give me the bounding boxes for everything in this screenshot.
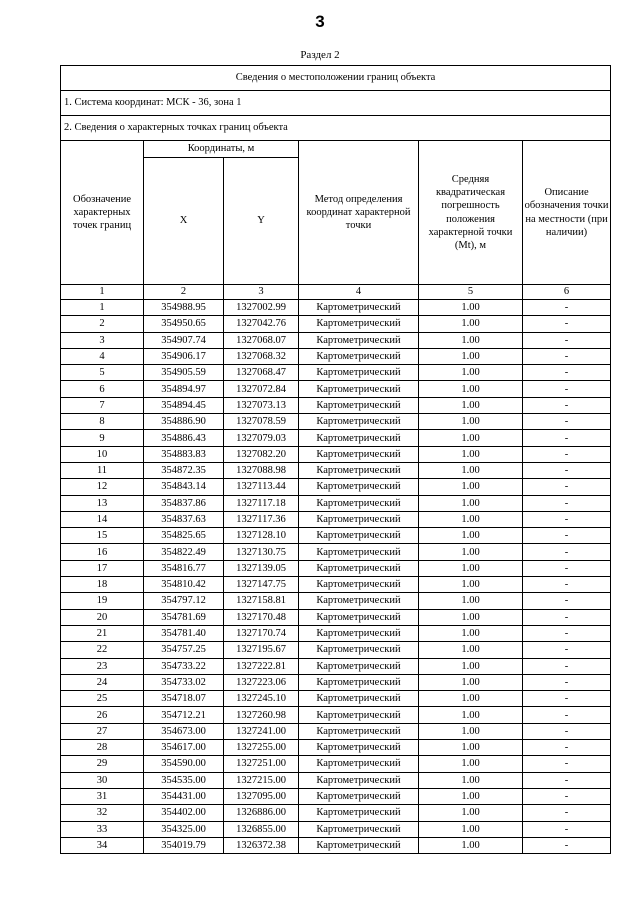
cell-coord-y: 1327255.00 [224, 740, 299, 756]
cell-point-number: 26 [61, 707, 144, 723]
cell-coord-y: 1326886.00 [224, 805, 299, 821]
cell-description: - [523, 511, 611, 527]
cell-method: Картометрический [299, 837, 419, 853]
cell-coord-y: 1327130.75 [224, 544, 299, 560]
cell-coord-x: 354617.00 [144, 740, 224, 756]
cell-coord-x: 354718.07 [144, 691, 224, 707]
cell-coord-x: 354733.22 [144, 658, 224, 674]
cell-coord-y: 1327113.44 [224, 479, 299, 495]
cell-error: 1.00 [419, 511, 523, 527]
cell-description: - [523, 707, 611, 723]
section-title: Раздел 2 [300, 49, 340, 61]
cell-error: 1.00 [419, 316, 523, 332]
cell-point-number: 18 [61, 577, 144, 593]
cell-error: 1.00 [419, 723, 523, 739]
cell-point-number: 27 [61, 723, 144, 739]
table-row [61, 837, 611, 853]
table-row [61, 723, 611, 739]
boundary-table [60, 65, 611, 854]
cell-method: Картометрический [299, 642, 419, 658]
cell-description: - [523, 658, 611, 674]
cell-point-number: 33 [61, 821, 144, 837]
cell-description: - [523, 625, 611, 641]
cell-coord-y: 1327073.13 [224, 397, 299, 413]
cell-description: - [523, 348, 611, 364]
cell-description: - [523, 593, 611, 609]
cell-error: 1.00 [419, 430, 523, 446]
cell-method: Картометрический [299, 593, 419, 609]
cell-coord-y: 1327088.98 [224, 462, 299, 478]
cell-error: 1.00 [419, 528, 523, 544]
cell-coord-x: 354712.21 [144, 707, 224, 723]
cell-coord-y: 1327170.74 [224, 625, 299, 641]
table-row [61, 446, 611, 462]
cell-coord-y: 1327215.00 [224, 772, 299, 788]
cell-method: Картометрический [299, 577, 419, 593]
cell-coord-y: 1327082.20 [224, 446, 299, 462]
cell-description: - [523, 577, 611, 593]
cell-coord-x: 354757.25 [144, 642, 224, 658]
table-row [61, 593, 611, 609]
cell-error: 1.00 [419, 609, 523, 625]
cell-coord-y: 1327068.32 [224, 348, 299, 364]
header-y: Y [224, 158, 299, 285]
table-row [61, 495, 611, 511]
cell-method: Картометрический [299, 495, 419, 511]
cell-coord-y: 1327002.99 [224, 300, 299, 316]
cell-coord-x: 354535.00 [144, 772, 224, 788]
cell-description: - [523, 740, 611, 756]
cell-description: - [523, 691, 611, 707]
cell-coord-y: 1327095.00 [224, 788, 299, 804]
table-row [61, 691, 611, 707]
cell-error: 1.00 [419, 756, 523, 772]
cell-coord-y: 1327195.67 [224, 642, 299, 658]
cell-description: - [523, 788, 611, 804]
cell-description: - [523, 430, 611, 446]
table-row [61, 544, 611, 560]
cell-point-number: 10 [61, 446, 144, 462]
column-number: 3 [224, 285, 299, 300]
cell-description: - [523, 462, 611, 478]
header-description: Описание обозначения точки на местности (при наличии) [523, 141, 611, 285]
cell-error: 1.00 [419, 625, 523, 641]
cell-coord-y: 1327251.00 [224, 756, 299, 772]
cell-description: - [523, 772, 611, 788]
cell-method: Картометрический [299, 691, 419, 707]
cell-point-number: 21 [61, 625, 144, 641]
cell-coord-x: 354894.97 [144, 381, 224, 397]
cell-coord-x: 354810.42 [144, 577, 224, 593]
cell-error: 1.00 [419, 658, 523, 674]
cell-coord-x: 354590.00 [144, 756, 224, 772]
cell-coord-x: 354431.00 [144, 788, 224, 804]
cell-point-number: 5 [61, 365, 144, 381]
cell-description: - [523, 365, 611, 381]
cell-error: 1.00 [419, 740, 523, 756]
cell-error: 1.00 [419, 821, 523, 837]
table-row [61, 300, 611, 316]
table-row [61, 642, 611, 658]
cell-coord-x: 354950.65 [144, 316, 224, 332]
cell-coord-x: 354019.79 [144, 837, 224, 853]
cell-coord-y: 1327170.48 [224, 609, 299, 625]
table-row [61, 740, 611, 756]
cell-description: - [523, 723, 611, 739]
cell-error: 1.00 [419, 772, 523, 788]
cell-description: - [523, 479, 611, 495]
table-row [61, 560, 611, 576]
table-row [61, 430, 611, 446]
cell-error: 1.00 [419, 479, 523, 495]
cell-method: Картометрический [299, 788, 419, 804]
cell-coord-x: 354733.02 [144, 674, 224, 690]
cell-description: - [523, 674, 611, 690]
cell-description: - [523, 560, 611, 576]
header-method: Метод определения координат характерной точки [299, 141, 419, 285]
cell-error: 1.00 [419, 495, 523, 511]
cell-coord-y: 1327241.00 [224, 723, 299, 739]
cell-description: - [523, 837, 611, 853]
cell-coord-x: 354843.14 [144, 479, 224, 495]
cell-description: - [523, 381, 611, 397]
cell-coord-y: 1327042.76 [224, 316, 299, 332]
cell-method: Картометрический [299, 332, 419, 348]
table-row [61, 332, 611, 348]
cell-point-number: 20 [61, 609, 144, 625]
cell-point-number: 17 [61, 560, 144, 576]
cell-point-number: 15 [61, 528, 144, 544]
cell-description: - [523, 528, 611, 544]
cell-point-number: 7 [61, 397, 144, 413]
cell-method: Картометрический [299, 397, 419, 413]
table-row [61, 788, 611, 804]
cell-coord-y: 1327139.05 [224, 560, 299, 576]
cell-method: Картометрический [299, 658, 419, 674]
table-row [61, 365, 611, 381]
cell-method: Картометрический [299, 528, 419, 544]
header-point: Обозначение характерных точек границ [61, 141, 144, 285]
cell-coord-x: 354906.17 [144, 348, 224, 364]
table-row [61, 772, 611, 788]
cell-coord-x: 354781.69 [144, 609, 224, 625]
cell-method: Картометрический [299, 609, 419, 625]
cell-coord-y: 1327068.47 [224, 365, 299, 381]
cell-coord-y: 1327158.81 [224, 593, 299, 609]
cell-point-number: 22 [61, 642, 144, 658]
cell-error: 1.00 [419, 642, 523, 658]
cell-error: 1.00 [419, 381, 523, 397]
cell-coord-y: 1327128.10 [224, 528, 299, 544]
cell-method: Картометрический [299, 740, 419, 756]
cell-point-number: 32 [61, 805, 144, 821]
cell-method: Картометрический [299, 772, 419, 788]
cell-error: 1.00 [419, 544, 523, 560]
cell-coord-y: 1327117.36 [224, 511, 299, 527]
table-row [61, 756, 611, 772]
cell-point-number: 16 [61, 544, 144, 560]
cell-error: 1.00 [419, 593, 523, 609]
cell-coord-y: 1326855.00 [224, 821, 299, 837]
cell-method: Картометрический [299, 511, 419, 527]
cell-method: Картометрический [299, 560, 419, 576]
cell-point-number: 4 [61, 348, 144, 364]
cell-method: Картометрический [299, 723, 419, 739]
cell-point-number: 2 [61, 316, 144, 332]
cell-coord-y: 1327079.03 [224, 430, 299, 446]
table-row [61, 821, 611, 837]
cell-error: 1.00 [419, 805, 523, 821]
cell-method: Картометрический [299, 625, 419, 641]
cell-method: Картометрический [299, 381, 419, 397]
cell-point-number: 23 [61, 658, 144, 674]
cell-point-number: 31 [61, 788, 144, 804]
cell-coord-y: 1327078.59 [224, 414, 299, 430]
cell-error: 1.00 [419, 462, 523, 478]
cell-coord-x: 354988.95 [144, 300, 224, 316]
cell-error: 1.00 [419, 674, 523, 690]
cell-point-number: 8 [61, 414, 144, 430]
cell-point-number: 1 [61, 300, 144, 316]
points-title: 2. Сведения о характерных точках границ объекта [61, 116, 611, 141]
table-row [61, 316, 611, 332]
cell-method: Картометрический [299, 430, 419, 446]
cell-error: 1.00 [419, 300, 523, 316]
table-row [61, 609, 611, 625]
cell-coord-x: 354797.12 [144, 593, 224, 609]
cell-coord-x: 354816.77 [144, 560, 224, 576]
page-number: 3 [315, 12, 325, 31]
cell-error: 1.00 [419, 397, 523, 413]
table-row [61, 707, 611, 723]
cell-description: - [523, 332, 611, 348]
cell-description: - [523, 756, 611, 772]
cell-description: - [523, 544, 611, 560]
column-number: 2 [144, 285, 224, 300]
header-x: X [144, 158, 224, 285]
cell-coord-y: 1326372.38 [224, 837, 299, 853]
cell-error: 1.00 [419, 365, 523, 381]
cell-point-number: 24 [61, 674, 144, 690]
cell-description: - [523, 300, 611, 316]
cell-description: - [523, 821, 611, 837]
coord-system: 1. Система координат: МСК - 36, зона 1 [61, 91, 611, 116]
cell-coord-x: 354673.00 [144, 723, 224, 739]
column-number: 6 [523, 285, 611, 300]
cell-error: 1.00 [419, 691, 523, 707]
table-row [61, 381, 611, 397]
column-number: 4 [299, 285, 419, 300]
cell-error: 1.00 [419, 560, 523, 576]
column-number: 1 [61, 285, 144, 300]
cell-method: Картометрический [299, 544, 419, 560]
cell-point-number: 6 [61, 381, 144, 397]
cell-description: - [523, 495, 611, 511]
table-row [61, 462, 611, 478]
cell-coord-y: 1327072.84 [224, 381, 299, 397]
cell-error: 1.00 [419, 707, 523, 723]
cell-point-number: 13 [61, 495, 144, 511]
table-row [61, 414, 611, 430]
table-row [61, 479, 611, 495]
table-row [61, 625, 611, 641]
cell-error: 1.00 [419, 837, 523, 853]
column-number: 5 [419, 285, 523, 300]
cell-coord-x: 354825.65 [144, 528, 224, 544]
cell-point-number: 28 [61, 740, 144, 756]
cell-coord-x: 354894.45 [144, 397, 224, 413]
cell-method: Картометрический [299, 414, 419, 430]
cell-method: Картометрический [299, 674, 419, 690]
cell-method: Картометрический [299, 300, 419, 316]
cell-point-number: 29 [61, 756, 144, 772]
cell-method: Картометрический [299, 348, 419, 364]
cell-point-number: 11 [61, 462, 144, 478]
cell-method: Картометрический [299, 821, 419, 837]
cell-coord-x: 354886.90 [144, 414, 224, 430]
cell-coord-y: 1327245.10 [224, 691, 299, 707]
cell-coord-x: 354872.35 [144, 462, 224, 478]
table-row [61, 511, 611, 527]
cell-error: 1.00 [419, 788, 523, 804]
cell-method: Картометрический [299, 805, 419, 821]
cell-error: 1.00 [419, 414, 523, 430]
table-row [61, 397, 611, 413]
cell-coord-y: 1327222.81 [224, 658, 299, 674]
cell-point-number: 19 [61, 593, 144, 609]
cell-method: Картометрический [299, 446, 419, 462]
cell-description: - [523, 316, 611, 332]
points-body [61, 300, 611, 854]
cell-coord-x: 354905.59 [144, 365, 224, 381]
cell-coord-y: 1327068.07 [224, 332, 299, 348]
cell-coord-y: 1327223.06 [224, 674, 299, 690]
cell-method: Картометрический [299, 756, 419, 772]
cell-description: - [523, 397, 611, 413]
cell-coord-x: 354886.43 [144, 430, 224, 446]
table-row [61, 805, 611, 821]
cell-error: 1.00 [419, 332, 523, 348]
header-error: Средняя квадратическая погрешность положения характерной точки (Mt), м [419, 141, 523, 285]
cell-coord-x: 354325.00 [144, 821, 224, 837]
header-coords: Координаты, м [144, 141, 299, 158]
cell-method: Картометрический [299, 316, 419, 332]
cell-method: Картометрический [299, 365, 419, 381]
cell-method: Картометрический [299, 707, 419, 723]
table-row [61, 658, 611, 674]
cell-method: Картометрический [299, 462, 419, 478]
cell-description: - [523, 642, 611, 658]
cell-coord-x: 354837.63 [144, 511, 224, 527]
table-row [61, 348, 611, 364]
cell-point-number: 12 [61, 479, 144, 495]
cell-error: 1.00 [419, 577, 523, 593]
cell-coord-x: 354837.86 [144, 495, 224, 511]
cell-point-number: 14 [61, 511, 144, 527]
cell-point-number: 9 [61, 430, 144, 446]
cell-error: 1.00 [419, 348, 523, 364]
cell-point-number: 30 [61, 772, 144, 788]
table-row [61, 577, 611, 593]
table-row [61, 674, 611, 690]
cell-description: - [523, 446, 611, 462]
cell-point-number: 34 [61, 837, 144, 853]
cell-point-number: 3 [61, 332, 144, 348]
cell-coord-x: 354883.83 [144, 446, 224, 462]
cell-coord-y: 1327260.98 [224, 707, 299, 723]
cell-method: Картометрический [299, 479, 419, 495]
cell-coord-x: 354781.40 [144, 625, 224, 641]
table-row [61, 528, 611, 544]
cell-description: - [523, 805, 611, 821]
cell-coord-y: 1327147.75 [224, 577, 299, 593]
cell-point-number: 25 [61, 691, 144, 707]
table-title: Сведения о местоположении границ объекта [61, 66, 611, 91]
cell-coord-y: 1327117.18 [224, 495, 299, 511]
cell-description: - [523, 414, 611, 430]
cell-error: 1.00 [419, 446, 523, 462]
cell-coord-x: 354402.00 [144, 805, 224, 821]
cell-description: - [523, 609, 611, 625]
cell-coord-x: 354822.49 [144, 544, 224, 560]
cell-coord-x: 354907.74 [144, 332, 224, 348]
